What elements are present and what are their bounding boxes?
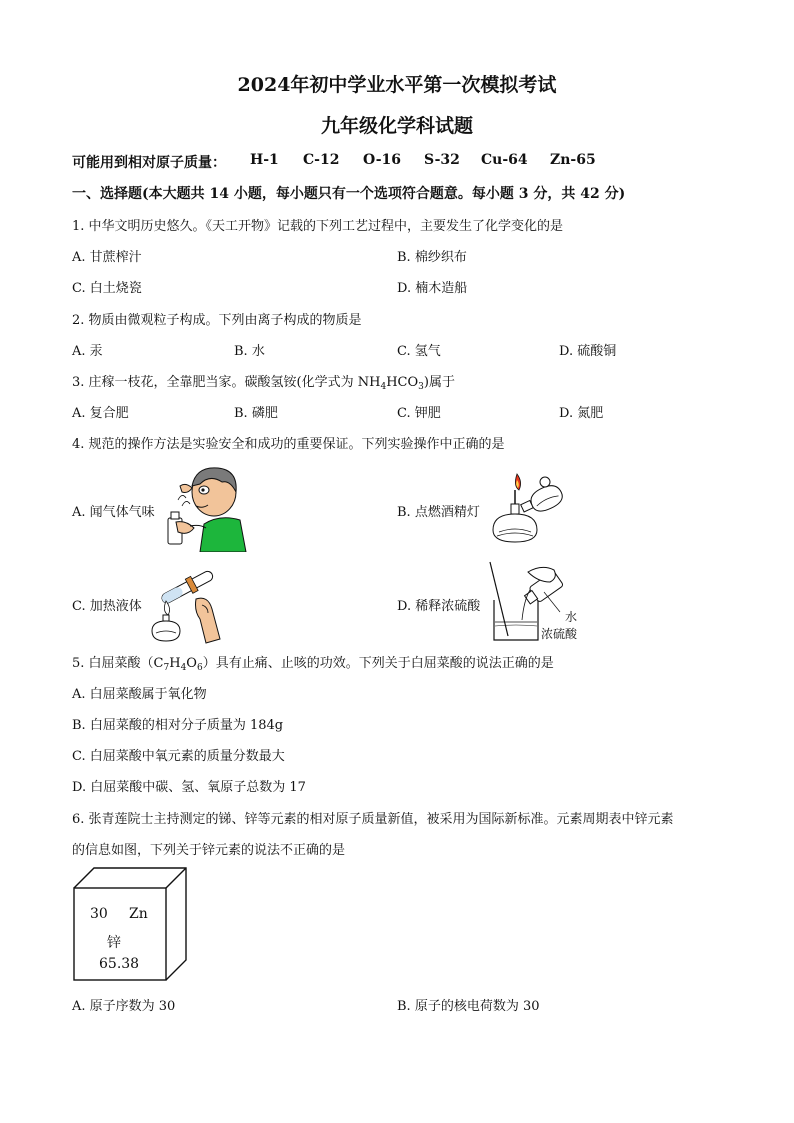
q1-option-b: B. 棉纱织布 <box>397 250 467 265</box>
q5-option-a: A. 白屈菜酸属于氧化物 <box>72 687 207 702</box>
q5-stem: 5. 白屈菜酸$(C_7H_4O_6)$具有止痛、止咳的功效。下列关于白屈菜酸的说法正确的是 <box>72 656 554 673</box>
q3-stem: 3. 庄稼一枝花，全靠肥当家。碳酸氢铵(化学式为 $NH_4HCO_3$)属于 <box>72 375 455 392</box>
element-atomic-mass: 65.38 <box>99 956 140 972</box>
element-name: 锌 <box>107 935 121 951</box>
q6-stem-line2: 的信息如图，下列关于锌元素的说法不正确的是 <box>72 843 346 858</box>
q3-option-b: B. 磷肥 <box>234 406 278 421</box>
q5-option-c: C. 白屈菜酸中氧元素的质量分数最大 <box>72 749 285 764</box>
label-water: 水 <box>565 610 578 624</box>
q6-option-b: B. 原子的核电荷数为 30 <box>397 999 540 1014</box>
q4-stem: 4. 规范的操作方法是实验安全和成功的重要保证。下列实验操作中正确的是 <box>72 437 505 452</box>
q2-stem: 2. 物质由微观粒子构成。下列由离子构成的物质是 <box>72 313 362 328</box>
q3-option-a: A. 复合肥 <box>72 406 129 421</box>
q4-option-c: C. 加热液体 <box>72 599 142 614</box>
q1-option-c: C. 白土烧瓷 <box>72 281 142 296</box>
atomic-mass-s: S-32 <box>424 152 460 168</box>
q4-option-a: A. 闻气体气味 <box>72 505 155 520</box>
q2-option-d: D. 硫酸铜 <box>559 344 617 359</box>
atomic-mass-label: 可能用到相对原子质量： <box>72 155 226 171</box>
exam-title: 2024年初中学业水平第一次模拟考试 <box>237 74 557 96</box>
q4-option-d: D. 稀释浓硫酸 <box>397 599 481 614</box>
smelling-gas-illustration <box>160 462 248 552</box>
atomic-mass-c: C-12 <box>303 152 340 168</box>
q2-option-c: C. 氢气 <box>397 344 441 359</box>
element-symbol: Zn <box>129 906 148 922</box>
q2-option-b: B. 水 <box>234 344 265 359</box>
exam-subtitle: 九年级化学科试题 <box>320 115 473 137</box>
element-atomic-number: 30 <box>90 906 108 922</box>
q5-option-b: B. 白屈菜酸的相对分子质量为 184g <box>72 718 284 733</box>
q1-option-d: D. 楠木造船 <box>397 281 468 296</box>
q4-option-b: B. 点燃酒精灯 <box>397 505 480 520</box>
atomic-mass-o: O-16 <box>363 152 402 168</box>
atomic-mass-zn: Zn-65 <box>550 152 596 168</box>
q5-option-d: D. 白屈菜酸中碳、氢、氧原子总数为 17 <box>72 780 306 795</box>
q3-option-c: C. 钾肥 <box>397 406 441 421</box>
q3-option-d: D. 氮肥 <box>559 406 604 421</box>
heating-liquid-illustration <box>146 565 226 645</box>
q1-stem: 1. 中华文明历史悠久。《天工开物》记载的下列工艺过程中，主要发生了化学变化的是 <box>72 219 564 234</box>
lighting-alcohol-lamp-illustration <box>485 470 565 545</box>
atomic-mass-h: H-1 <box>250 152 279 168</box>
q2-option-a: A. 汞 <box>72 344 103 359</box>
section-heading: 一、选择题(本大题共 14 小题，每小题只有一个选项符合题意。每小题 3 分，共 42 分) <box>72 186 626 202</box>
q6-stem-line1: 6. 张青莲院士主持测定的锑、锌等元素的相对原子质量新值，被采用为国际新标准。元素周期表中锌元素 <box>72 812 674 827</box>
atomic-mass-cu: Cu-64 <box>481 152 528 168</box>
q1-option-a: A. 甘蔗榨汁 <box>72 250 142 265</box>
label-conc-acid: 浓硫酸 <box>541 627 578 641</box>
q6-option-a: A. 原子序数为 30 <box>72 999 176 1014</box>
